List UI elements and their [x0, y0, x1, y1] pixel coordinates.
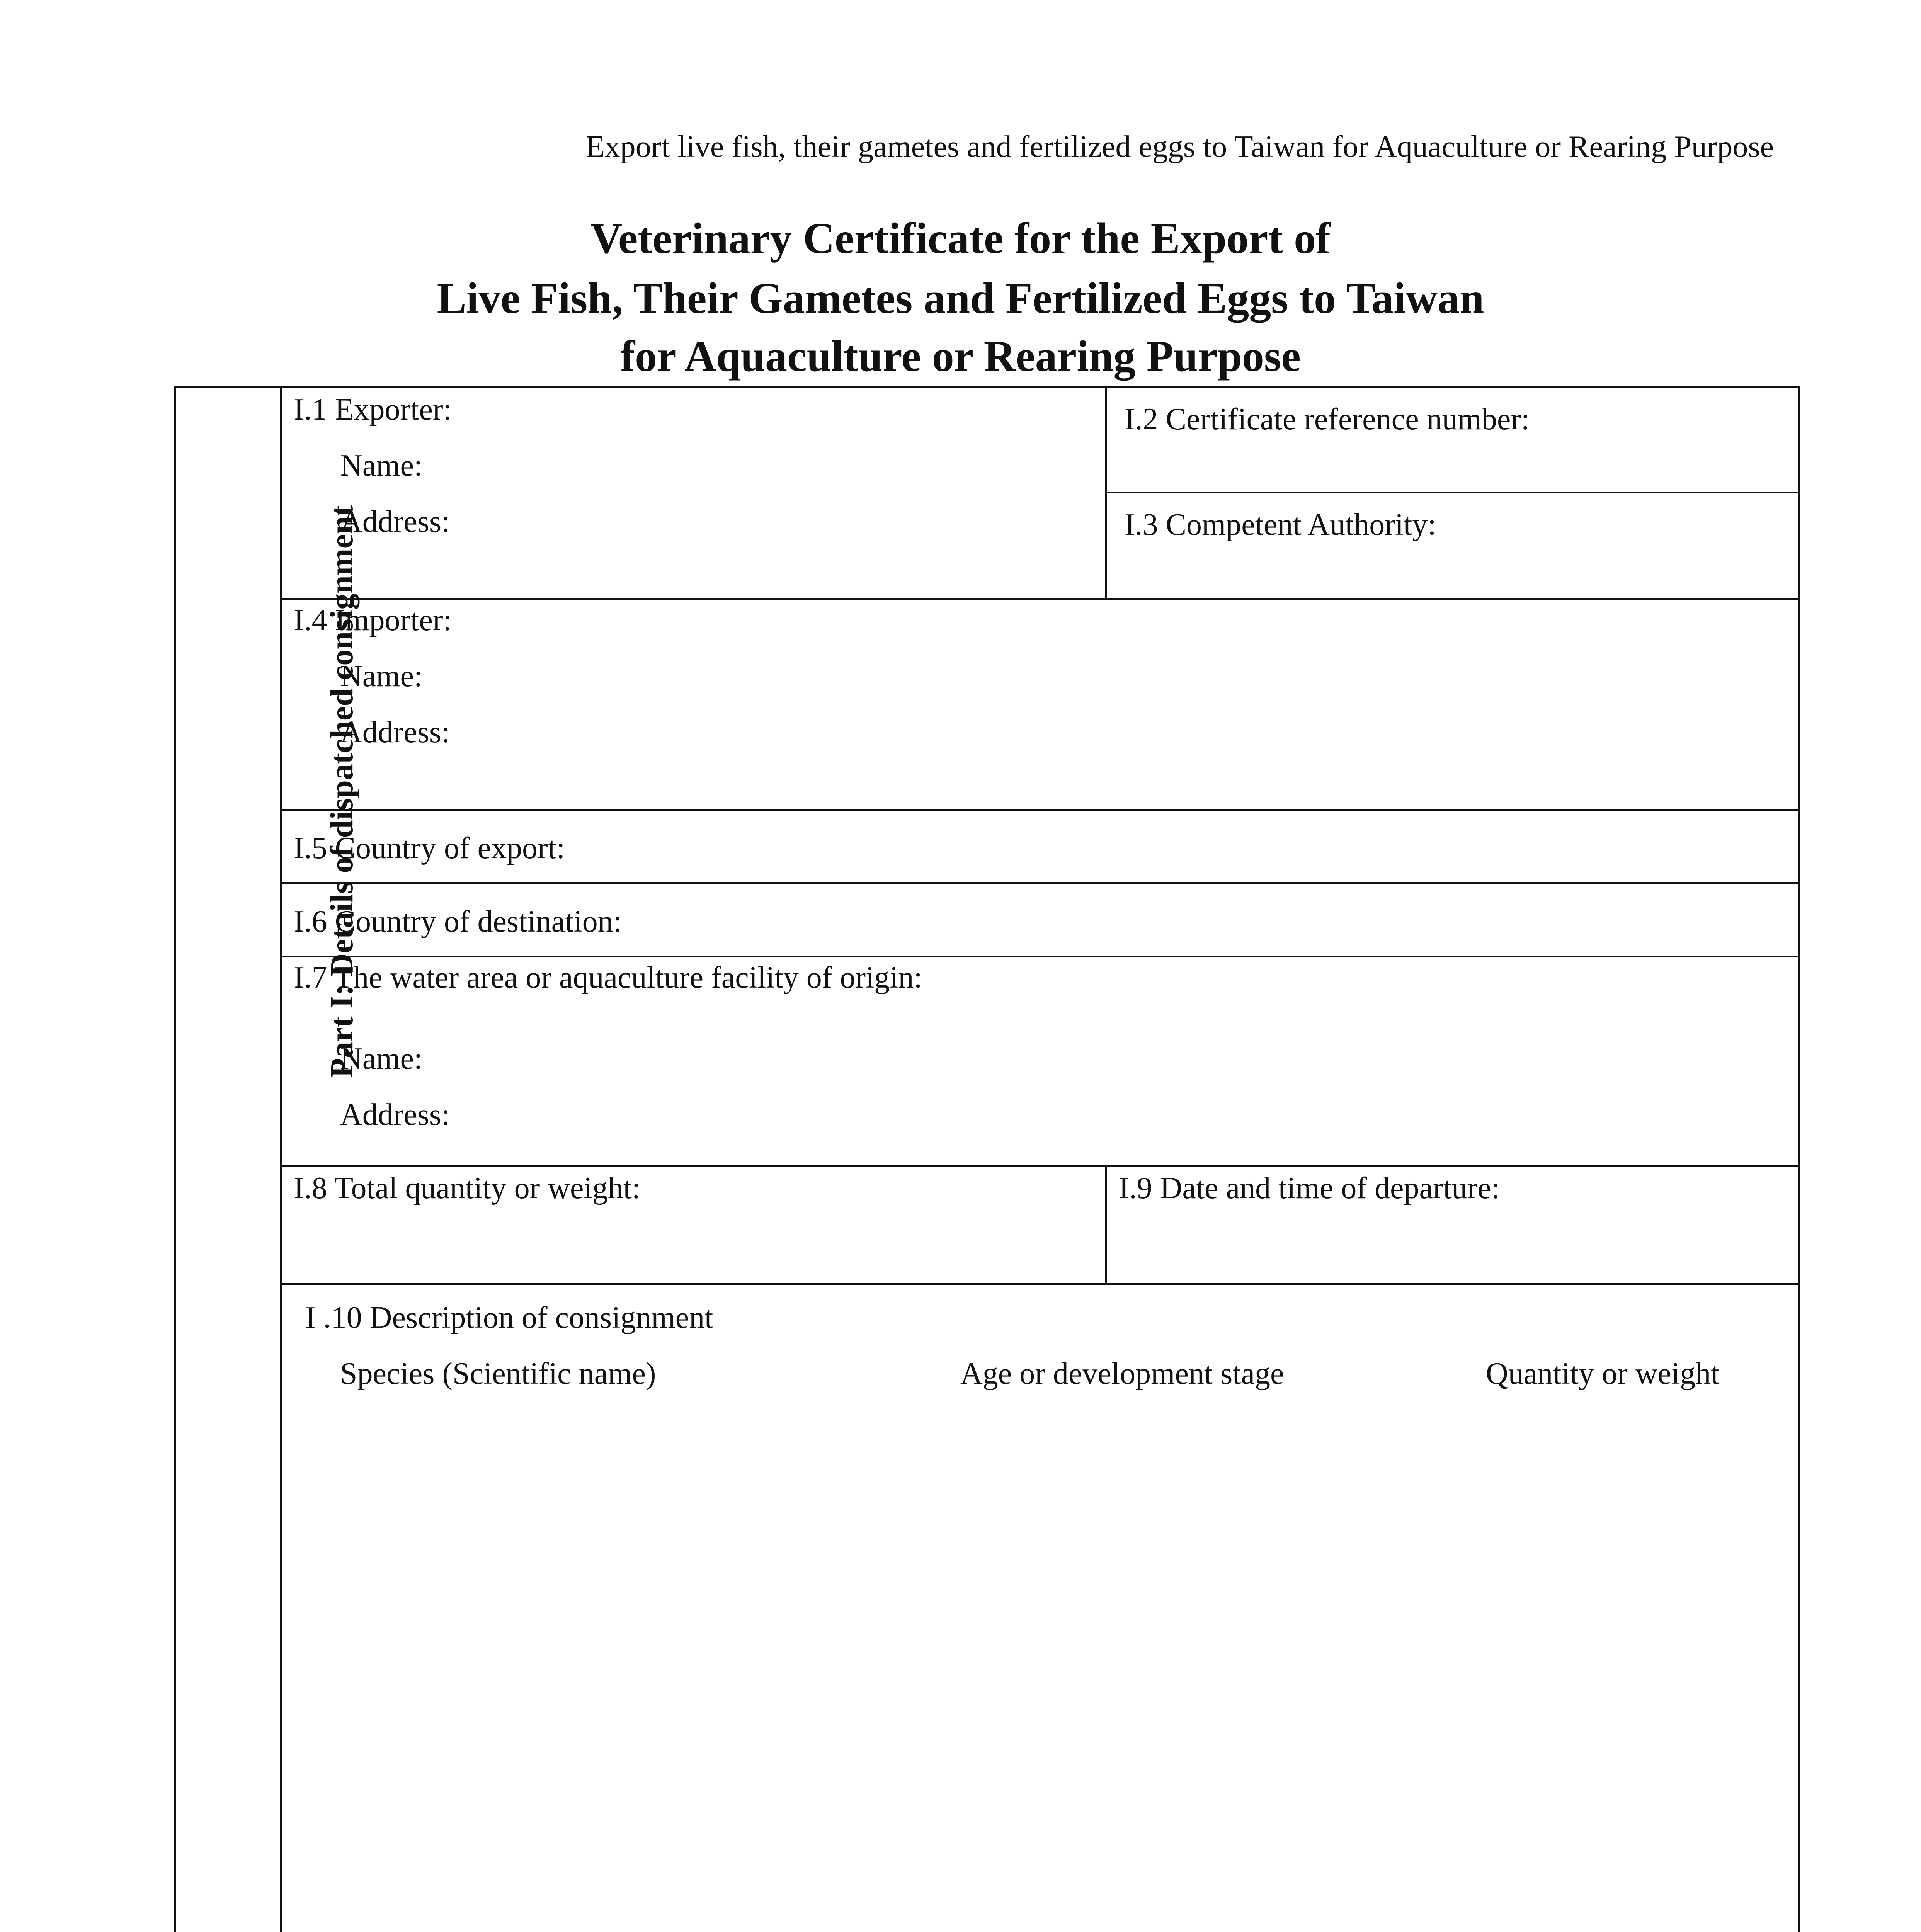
- part-column-divider: [280, 386, 282, 1932]
- country-export-field[interactable]: I.5 Country of export:: [294, 831, 565, 865]
- importer-address-field[interactable]: Address:: [340, 715, 450, 749]
- divider-after-i1: [280, 598, 1800, 600]
- origin-address-field[interactable]: Address:: [340, 1098, 450, 1132]
- title-line-3: for Aquaculture or Rearing Purpose: [620, 332, 1301, 381]
- outer-border-left: [174, 386, 176, 1932]
- cert-ref-field[interactable]: I.2 Certificate reference number:: [1125, 402, 1530, 436]
- country-destination-field[interactable]: I.6 Country of destination:: [294, 905, 622, 939]
- total-quantity-field[interactable]: I.8 Total quantity or weight:: [294, 1171, 641, 1205]
- importer-name-field[interactable]: Name:: [340, 659, 423, 693]
- outer-border-right: [1798, 386, 1800, 1932]
- title-line-1: Veterinary Certificate for the Export of: [590, 214, 1331, 263]
- divider-after-i4: [280, 809, 1800, 811]
- exporter-name-field[interactable]: Name:: [340, 449, 423, 483]
- header-note: Export live fish, their gametes and fertilized eggs to Taiwan for Aquaculture or Rearing Purpose: [585, 130, 1774, 164]
- origin-name-field[interactable]: Name:: [340, 1042, 423, 1076]
- outer-border-top: [174, 386, 1800, 388]
- divider-i2-i3: [1105, 492, 1800, 493]
- part-label: Part I: Details of dispatched consignment: [324, 505, 360, 1078]
- origin-label: I.7 The water area or aquaculture facility of origin:: [294, 961, 922, 995]
- departure-field[interactable]: I.9 Date and time of departure:: [1119, 1171, 1500, 1205]
- divider-after-i6: [280, 956, 1800, 957]
- title-line-2: Live Fish, Their Gametes and Fertilized Eggs to Taiwan: [437, 274, 1484, 323]
- description-entry-area[interactable]: [284, 1399, 1795, 1932]
- divider-after-i7: [280, 1165, 1800, 1167]
- description-column-quantity: Quantity or weight: [1486, 1357, 1720, 1391]
- description-column-age: Age or development stage: [960, 1357, 1284, 1391]
- divider-i1-i2: [1105, 386, 1107, 600]
- importer-label: I.4 Importer:: [294, 603, 452, 637]
- divider-after-i8: [280, 1283, 1800, 1285]
- divider-after-i5: [280, 882, 1800, 884]
- exporter-address-field[interactable]: Address:: [340, 505, 450, 539]
- description-column-species: Species (Scientific name): [340, 1357, 656, 1391]
- exporter-label: I.1 Exporter:: [294, 393, 452, 427]
- divider-i8-i9: [1105, 1165, 1107, 1285]
- competent-authority-field[interactable]: I.3 Competent Authority:: [1125, 508, 1436, 542]
- description-label: I .10 Description of consignment: [305, 1301, 713, 1335]
